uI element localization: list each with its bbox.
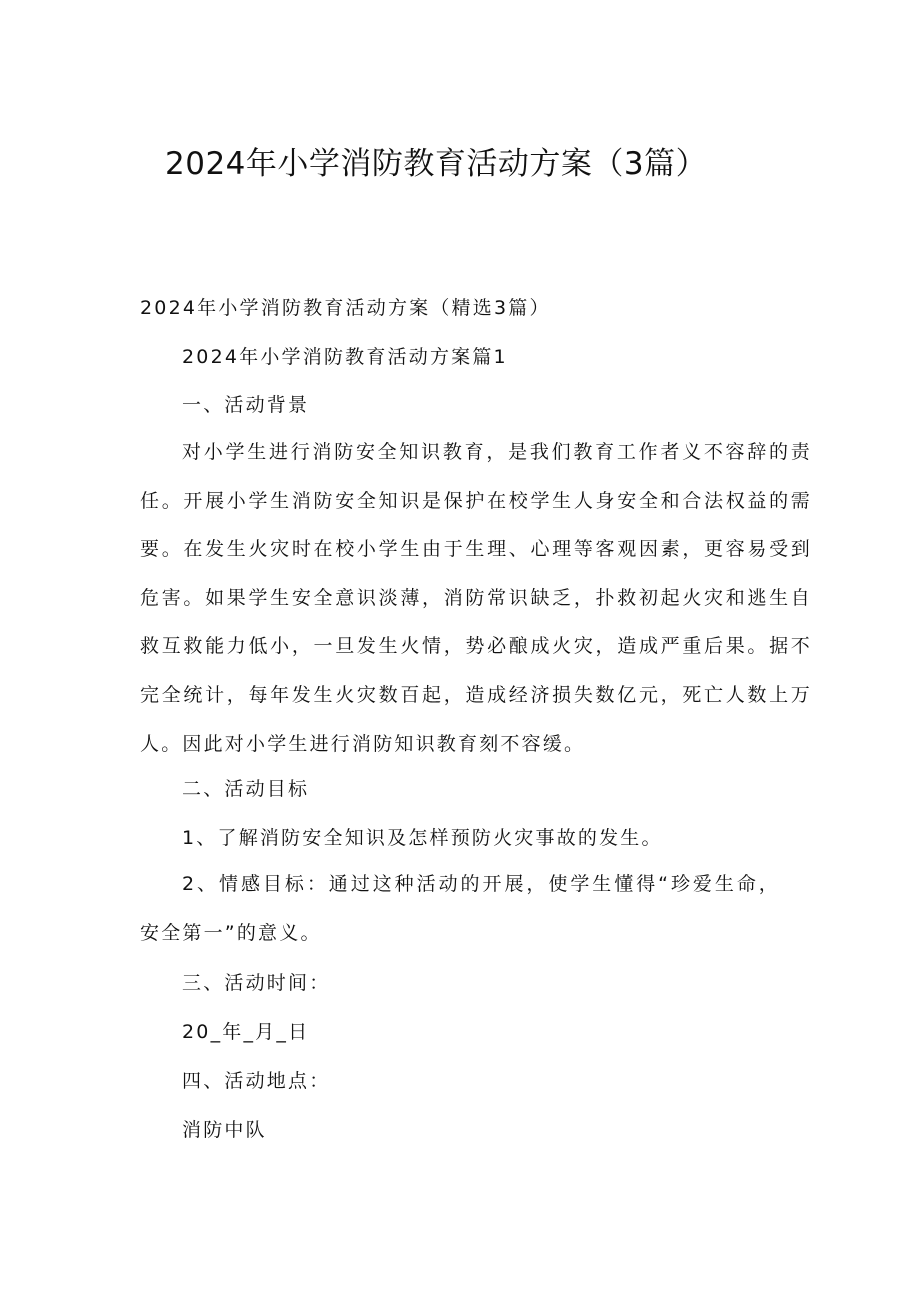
document-title: 2024年小学消防教育活动方案（3篇） [165, 146, 708, 182]
background-paragraph: 对小学生进行消防安全知识教育，是我们教育工作者义不容辞的责任。开展小学生消防安全知识是保护在校学生人身安全和合法权益的需要。在发生火灾时在校小学生由于生理、心理等客观因素，更容易受到危害。如果学生安全意识淡薄，消防常识缺乏，扑救初起火灾和逃生自救互救能力低小，一旦发生火情，势必酿成火灾，造成严重后果。据不完全统计，每年发生火灾数百起，造成经济损失数亿元，死亡人数上万人。因此对小学生进行消防知识教育刻不容缓。 [140, 441, 812, 755]
place-value: 消防中队 [182, 1119, 267, 1141]
goal-item-2: 2、情感目标：通过这种活动的开展，使学生懂得“珍爱生命，安全第一”的意义。 [140, 873, 780, 944]
article-heading: 2024年小学消防教育活动方案篇1 [182, 346, 508, 368]
goal-item-1: 1、了解消防安全知识及怎样预防火灾事故的发生。 [182, 827, 663, 849]
document-subtitle: 2024年小学消防教育活动方案（精选3篇） [140, 297, 551, 319]
section-heading-goal: 二、活动目标 [182, 778, 310, 800]
section-heading-background: 一、活动背景 [182, 394, 310, 416]
time-value: 20_年_月_日 [182, 1021, 310, 1043]
section-heading-time: 三、活动时间： [182, 972, 331, 994]
section-heading-place: 四、活动地点： [182, 1070, 331, 1092]
